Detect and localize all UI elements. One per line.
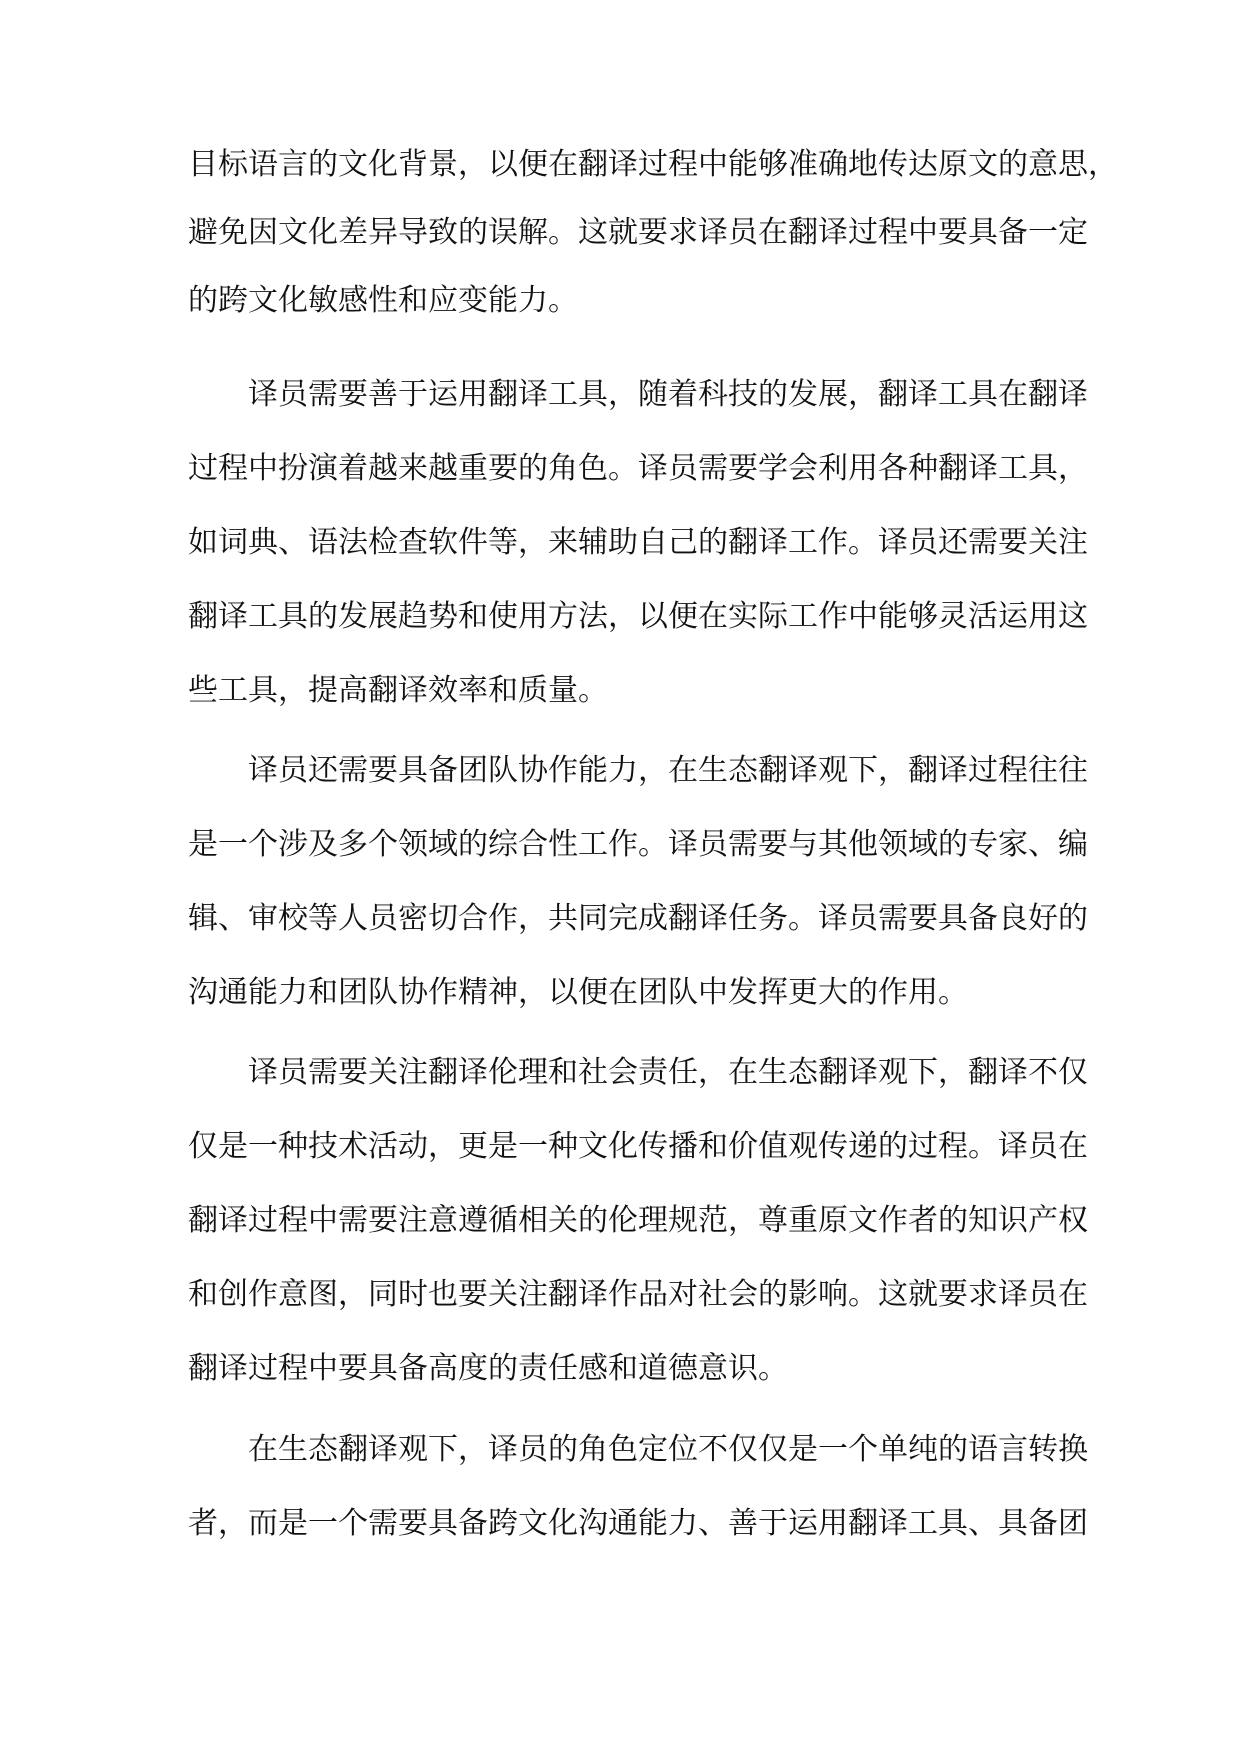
text-line: 翻译过程中需要注意遵循相关的伦理规范，尊重原文作者的知识产权 (188, 1203, 1088, 1238)
text-line: 沟通能力和团队协作精神，以便在团队中发挥更大的作用。 (188, 975, 968, 1010)
text-line: 者，而是一个需要具备跨文化沟通能力、善于运用翻译工具、具备团 (188, 1506, 1088, 1541)
text-line: 避免因文化差异导致的误解。这就要求译员在翻译过程中要具备一定 (188, 215, 1088, 250)
text-line: 翻译过程中要具备高度的责任感和道德意识。 (188, 1351, 788, 1386)
text-line: 些工具，提高翻译效率和质量。 (188, 673, 608, 708)
text-line: 目标语言的文化背景，以便在翻译过程中能够准确地传达原文的意思， (188, 147, 1118, 182)
text-line: 和创作意图，同时也要关注翻译作品对社会的影响。这就要求译员在 (188, 1277, 1088, 1312)
text-line: 在生态翻译观下，译员的角色定位不仅仅是一个单纯的语言转换 (248, 1432, 1088, 1467)
text-line: 译员还需要具备团队协作能力，在生态翻译观下，翻译过程往往 (248, 753, 1088, 788)
text-line: 仅是一种技术活动，更是一种文化传播和价值观传递的过程。译员在 (188, 1129, 1088, 1164)
text-line: 译员需要关注翻译伦理和社会责任，在生态翻译观下，翻译不仅 (248, 1055, 1088, 1090)
text-line: 翻译工具的发展趋势和使用方法，以便在实际工作中能够灵活运用这 (188, 599, 1088, 634)
text-line: 译员需要善于运用翻译工具，随着科技的发展，翻译工具在翻译 (248, 377, 1088, 412)
text-line: 的跨文化敏感性和应变能力。 (188, 283, 578, 318)
text-line: 是一个涉及多个领域的综合性工作。译员需要与其他领域的专家、编 (188, 827, 1088, 862)
text-line: 过程中扮演着越来越重要的角色。译员需要学会利用各种翻译工具， (188, 451, 1088, 486)
text-line: 如词典、语法检查软件等，来辅助自己的翻译工作。译员还需要关注 (188, 525, 1088, 560)
text-line: 辑、审校等人员密切合作，共同完成翻译任务。译员需要具备良好的 (188, 901, 1088, 936)
